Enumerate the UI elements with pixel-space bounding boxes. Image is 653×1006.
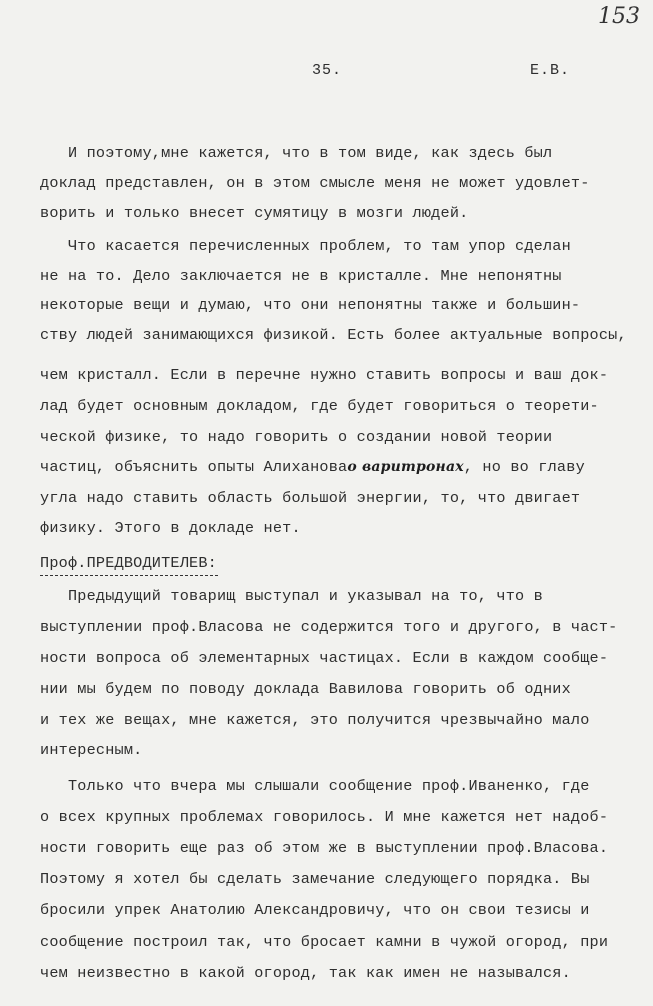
text-line: интересным. bbox=[40, 741, 143, 759]
text-line: сообщение построил так, что бросает камни в чужой огород, при bbox=[40, 933, 609, 951]
text-line: физику. Этого в докладе нет. bbox=[40, 519, 301, 537]
text-line: лад будет основным докладом, где будет говориться о теорети- bbox=[40, 397, 599, 415]
text-line: доклад представлен, он в этом смысле меня не может удовлет- bbox=[40, 174, 590, 192]
text-line: ству людей занимающихся физикой. Есть более актуальные вопросы, bbox=[40, 326, 627, 344]
text-line: и тех же вещах, мне кажется, это получится чрезвычайно мало bbox=[40, 711, 590, 729]
text-fragment: , но во главу bbox=[463, 458, 585, 476]
text-line: Предыдущий товарищ выступал и указывал на то, что в bbox=[40, 587, 543, 605]
text-line: о всех крупных проблемах говорилось. И мне кажется нет надоб- bbox=[40, 808, 609, 826]
text-line bbox=[40, 457, 585, 477]
text-line: не на то. Дело заключается не в кристалле. Мне непонятны bbox=[40, 267, 562, 285]
text-fragment: частиц, объяснить опыты Алиханова bbox=[40, 458, 348, 476]
text-line: ности вопроса об элементарных частицах. Если в каждом сообще- bbox=[40, 649, 609, 667]
text-line: некоторые вещи и думаю, что они непонятны также и большин- bbox=[40, 296, 581, 314]
text-line: ческой физике, то надо говорить о создании новой теории bbox=[40, 428, 553, 446]
text-line: И поэтому,мне кажется, что в том виде, как здесь был bbox=[40, 144, 553, 162]
text-line: чем кристалл. Если в перечне нужно ставить вопросы и ваш док- bbox=[40, 366, 609, 384]
text-line: Поэтому я хотел бы сделать замечание следующего порядка. Вы bbox=[40, 870, 590, 888]
text-line: Только что вчера мы слышали сообщение проф.Иваненко, где bbox=[40, 777, 590, 795]
speaker-heading: Проф.ПРЕДВОДИТЕЛЕВ: bbox=[40, 554, 217, 572]
handwritten-page-number: 153 bbox=[598, 4, 640, 29]
text-line: нии мы будем по поводу доклада Вавилова говорить об одних bbox=[40, 680, 571, 698]
page-number: 35. bbox=[312, 62, 343, 79]
text-line: выступлении проф.Власова не содержится того и другого, в част- bbox=[40, 618, 618, 636]
text-line: угла надо ставить область большой энергии, то, что двигает bbox=[40, 489, 581, 507]
text-line: Что касается перечисленных проблем, то там упор сделан bbox=[40, 237, 571, 255]
text-line: чем неизвестно в какой огород, так как имен не назывался. bbox=[40, 964, 571, 982]
speaker-underline bbox=[40, 575, 218, 576]
author-initials: Е.В. bbox=[530, 62, 571, 79]
text-line: ворить и только внесет сумятицу в мозги людей. bbox=[40, 204, 469, 222]
text-line: ности говорить еще раз об этом же в выступлении проф.Власова. bbox=[40, 839, 609, 857]
handwritten-insert: о варитронах bbox=[347, 459, 464, 475]
text-line: бросили упрек Анатолию Александровичу, что он свои тезисы и bbox=[40, 901, 590, 919]
